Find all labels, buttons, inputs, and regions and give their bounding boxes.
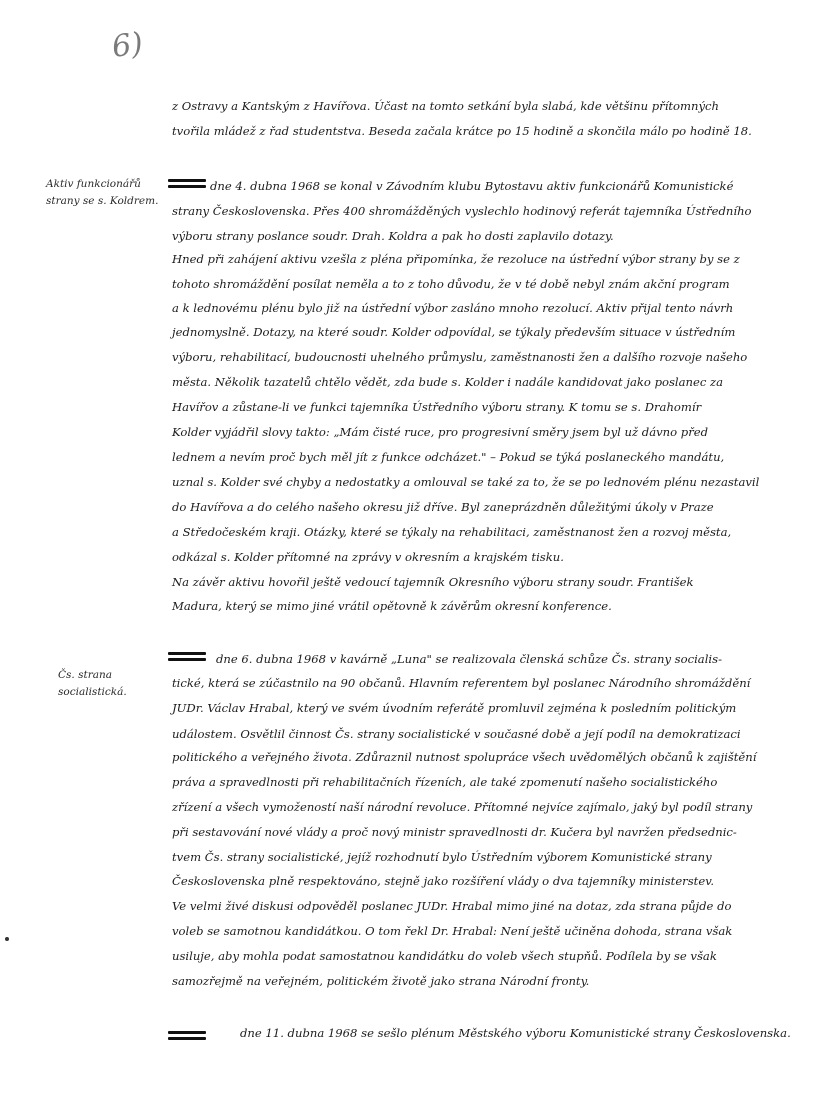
text-line: usiluje, aby mohla podat samostatnou kandidátku do voleb všech stupňů. Podílela by se však — [172, 949, 717, 963]
text-line: dne 4. dubna 1968 se konal v Závodním klubu Bytostavu aktiv funkcionářů Komunistické — [210, 179, 734, 193]
text-line: Československa plně respektováno, stejně jako rozšíření vlády o dva tajemníky ministerstev. — [172, 874, 715, 888]
text-line: zřízení a všech vymožeností naší národní revoluce. Přítomné nejvíce zajímalo, jaký byl podíl strany — [172, 800, 753, 814]
text-line: JUDr. Václav Hrabal, který ve svém úvodním referátě promluvil zejména k posledním politickým — [172, 701, 737, 715]
text-line: tické, která se zúčastnilo na 90 občanů. Hlavním referentem byl poslanec Národního shromáždění — [172, 676, 751, 690]
section-marker — [168, 179, 206, 188]
text-line: výboru, rehabilitací, budoucnosti uhelného průmyslu, zaměstnanosti žen a dalšího rozvoje našeho — [172, 350, 748, 364]
section-marker — [168, 1031, 206, 1040]
text-line: jednomyslně. Dotazy, na které soudr. Kolder odpovídal, se týkaly především situace v ústředním — [172, 325, 736, 339]
text-line: událostem. Osvětlil činnost Čs. strany socialistické v současné době a její podíl na demokratizaci — [172, 727, 741, 741]
text-line: Kolder vyjádřil slovy takto: „Mám čisté ruce, pro progresivní směry jsem byl už dávno před — [172, 425, 709, 439]
text-line: dne 11. dubna 1968 se sešlo plénum Městského výboru Komunistické strany Československa. — [240, 1026, 791, 1040]
page-number: 6) — [109, 26, 146, 65]
text-line: Havířov a zůstane-li ve funkci tajemníka Ústředního výboru strany. K tomu se s. Drahomír — [172, 400, 702, 414]
text-line: Hned při zahájení aktivu vzešla z pléna připomínka, že rezoluce na ústřední výbor strany by se z — [172, 252, 740, 266]
text-line: výboru strany poslance soudr. Drah. Koldra a pak ho dosti zaplavilo dotazy. — [172, 229, 614, 243]
text-line: odkázal s. Kolder přítomné na zprávy v okresním a krajském tisku. — [172, 550, 564, 564]
text-line: Ve velmi živé diskusi odpověděl poslanec JUDr. Hrabal mimo jiné na dotaz, zda strana půjde do — [172, 899, 732, 913]
text-line: uznal s. Kolder své chyby a nedostatky a omlouval se také za to, že se po lednovém plénu nezastavil — [172, 475, 760, 489]
text-line: lednem a nevím proč bych měl jít z funkce odcházet." – Pokud se týká poslaneckého mandátu, — [172, 450, 725, 464]
text-line: a Středočeském kraji. Otázky, které se týkaly na rehabilitaci, zaměstnanost žen a rozvoj města, — [172, 525, 732, 539]
text-line: z Ostravy a Kantským z Havířova. Účast na tomto setkání byla slabá, kde většinu přítomných — [172, 99, 720, 113]
margin-note-aktiv: Aktiv funkcionářů strany se s. Koldrem. — [46, 178, 159, 207]
text-line: dne 6. dubna 1968 v kavárně „Luna" se realizovala členská schůze Čs. strany socialis- — [216, 652, 723, 666]
stray-mark — [5, 937, 9, 941]
text-line: do Havířova a do celého našeho okresu již dříve. Byl zaneprázdněn důležitými úkoly v Praze — [172, 500, 714, 514]
text-line: tvem Čs. strany socialistické, jejíž rozhodnutí bylo Ústředním výborem Komunistické strany — [172, 850, 712, 864]
text-line: Madura, který se mimo jiné vrátil opětovně k závěrům okresní konference. — [172, 599, 612, 613]
text-line: voleb se samotnou kandidátkou. O tom řekl Dr. Hrabal: Není ještě učiněna dohoda, strana však — [172, 924, 733, 938]
text-line: a k lednovému plénu bylo již na ústřední výbor zasláno mnoho rezolucí. Aktiv přijal tento návrh — [172, 301, 734, 315]
text-line: tvořila mládež z řad studentstva. Beseda začala krátce po 15 hodině a skončila málo po hodině 18. — [172, 124, 752, 138]
text-line: při sestavování nové vlády a proč nový ministr spravedlnosti dr. Kučera byl navržen předsednic- — [172, 825, 737, 839]
text-line: práva a spravedlnosti při rehabilitačních řízeních, ale také zpomenutí našeho socialistického — [172, 775, 718, 789]
text-line: města. Několik tazatelů chtělo vědět, zda bude s. Kolder i nadále kandidovat jako poslanec za — [172, 375, 724, 389]
section-marker — [168, 652, 206, 661]
text-line: Na závěr aktivu hovořil ještě vedoucí tajemník Okresního výboru strany soudr. František — [172, 575, 694, 589]
margin-note-cs-strana: Čs. strana socialistická. — [58, 669, 127, 698]
text-line: tohoto shromáždění posílat neměla a to z toho důvodu, že v té době nebyl znám akční program — [172, 277, 730, 291]
text-line: politického a veřejného života. Zdůraznil nutnost spolupráce všech uvědomělých občanů k zajištění — [172, 750, 757, 764]
text-line: strany Československa. Přes 400 shromážděných vyslechlo hodinový referát tajemníka Ústředního — [172, 204, 752, 218]
text-line: samozřejmě na veřejném, politickém životě jako strana Národní fronty. — [172, 974, 590, 988]
